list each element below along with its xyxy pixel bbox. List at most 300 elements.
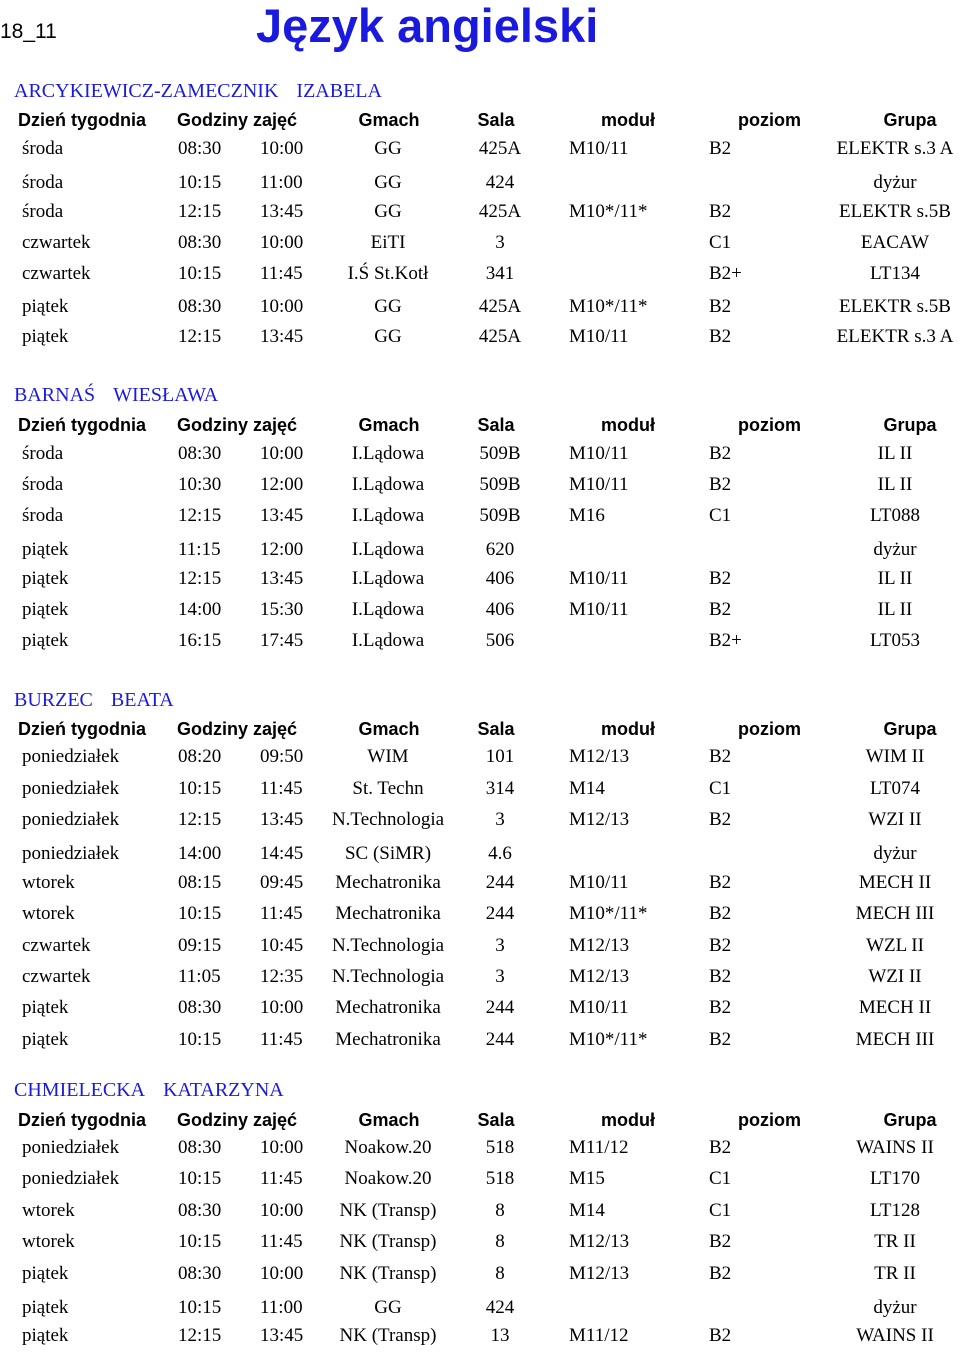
cell-group: WAINS II bbox=[856, 1137, 934, 1158]
cell-building: Mechatronika bbox=[335, 1029, 441, 1050]
cell-room: 244 bbox=[485, 903, 515, 924]
table-row bbox=[0, 443, 960, 473]
teacher-surname: ARCYKIEWICZ-ZAMECZNIK bbox=[14, 80, 279, 102]
cell-building: Noakow.20 bbox=[344, 1137, 432, 1158]
cell-start-time: 08:30 bbox=[178, 296, 222, 317]
cell-day: piątek bbox=[22, 1029, 69, 1050]
cell-level: B2+ bbox=[709, 263, 742, 284]
teacher-first-name: WIESŁAWA bbox=[113, 384, 219, 406]
cell-level: B2 bbox=[709, 1325, 732, 1346]
table-row bbox=[0, 263, 960, 293]
cell-building: St. Techn bbox=[352, 778, 424, 799]
cell-module: M10/11 bbox=[569, 997, 629, 1018]
teacher-surname: CHMIELECKA bbox=[14, 1079, 146, 1101]
cell-group: IL II bbox=[877, 443, 913, 464]
table-header bbox=[0, 110, 960, 140]
cell-level: B2 bbox=[709, 599, 732, 620]
cell-start-time: 12:15 bbox=[178, 201, 222, 222]
table-row bbox=[0, 599, 960, 629]
cell-room: 3 bbox=[495, 809, 505, 830]
cell-start-time: 08:30 bbox=[178, 1137, 222, 1158]
cell-room: 3 bbox=[495, 935, 505, 956]
cell-room: 244 bbox=[485, 1029, 515, 1050]
cell-day: wtorek bbox=[22, 903, 75, 924]
cell-day: środa bbox=[22, 201, 64, 222]
cell-module: M12/13 bbox=[569, 1263, 630, 1284]
cell-group: MECH III bbox=[855, 1029, 935, 1050]
cell-end-time: 10:00 bbox=[260, 443, 304, 464]
cell-day: poniedziałek bbox=[22, 843, 120, 864]
cell-end-time: 13:45 bbox=[260, 568, 304, 589]
cell-building: GG bbox=[374, 1297, 402, 1318]
table-row bbox=[0, 935, 960, 965]
cell-room: 406 bbox=[485, 599, 515, 620]
column-header-building: Gmach bbox=[358, 110, 420, 130]
table-row bbox=[0, 966, 960, 996]
cell-module: M14 bbox=[569, 1200, 605, 1221]
cell-room: 3 bbox=[495, 232, 505, 253]
cell-day: poniedziałek bbox=[22, 1137, 120, 1158]
cell-room: 424 bbox=[485, 1297, 515, 1318]
column-header-module: moduł bbox=[601, 415, 655, 435]
cell-level: B2 bbox=[709, 809, 732, 830]
cell-room: 509B bbox=[479, 474, 521, 495]
table-row bbox=[0, 872, 960, 902]
cell-module: M10/11 bbox=[569, 872, 629, 893]
cell-room: 509B bbox=[479, 505, 521, 526]
cell-module: M12/13 bbox=[569, 935, 630, 956]
table-row bbox=[0, 809, 960, 839]
table-row bbox=[0, 505, 960, 535]
table-row bbox=[0, 568, 960, 598]
cell-building: GG bbox=[374, 172, 402, 193]
cell-end-time: 10:00 bbox=[260, 296, 304, 317]
cell-day: poniedziałek bbox=[22, 746, 120, 767]
column-header-group: Grupa bbox=[883, 415, 937, 435]
column-header-hours: Godziny zajęć bbox=[177, 1110, 298, 1130]
column-header-group: Grupa bbox=[883, 110, 937, 130]
cell-start-time: 08:30 bbox=[178, 997, 222, 1018]
table-row bbox=[0, 326, 960, 356]
cell-group: IL II bbox=[877, 568, 913, 589]
cell-room: 314 bbox=[485, 778, 515, 799]
cell-day: środa bbox=[22, 505, 64, 526]
cell-start-time: 08:20 bbox=[178, 746, 222, 767]
cell-end-time: 17:45 bbox=[260, 630, 304, 651]
table-row bbox=[0, 1325, 960, 1355]
cell-end-time: 13:45 bbox=[260, 505, 304, 526]
column-header-module: moduł bbox=[601, 110, 655, 130]
cell-level: B2 bbox=[709, 474, 732, 495]
cell-group: dyżur bbox=[873, 843, 917, 864]
cell-end-time: 11:45 bbox=[260, 903, 303, 924]
cell-group: MECH II bbox=[858, 997, 932, 1018]
cell-level: B2 bbox=[709, 326, 732, 347]
table-row bbox=[0, 630, 960, 660]
cell-room: 8 bbox=[495, 1200, 505, 1221]
teacher-first-name: BEATA bbox=[110, 689, 174, 711]
cell-level: B2 bbox=[709, 746, 732, 767]
column-header-group: Grupa bbox=[883, 719, 937, 739]
teacher-name bbox=[14, 384, 218, 407]
table-row bbox=[0, 1029, 960, 1059]
cell-module: M10/11 bbox=[569, 568, 629, 589]
cell-group: ELEKTR s.3 A bbox=[836, 138, 954, 159]
cell-end-time: 12:35 bbox=[260, 966, 304, 987]
cell-day: piątek bbox=[22, 630, 69, 651]
cell-building: SC (SiMR) bbox=[344, 843, 432, 864]
table-row bbox=[0, 746, 960, 776]
cell-building: Mechatronika bbox=[335, 903, 441, 924]
column-header-building: Gmach bbox=[358, 1110, 420, 1130]
cell-room: 425A bbox=[478, 138, 522, 159]
cell-end-time: 13:45 bbox=[260, 201, 304, 222]
table-header bbox=[0, 1110, 960, 1140]
cell-start-time: 12:15 bbox=[178, 326, 222, 347]
cell-group: LT074 bbox=[870, 778, 920, 799]
cell-day: piątek bbox=[22, 539, 69, 560]
cell-start-time: 12:15 bbox=[178, 505, 222, 526]
cell-day: piątek bbox=[22, 1297, 69, 1318]
cell-module: M12/13 bbox=[569, 1231, 630, 1252]
cell-day: poniedziałek bbox=[22, 1168, 120, 1189]
cell-level: B2 bbox=[709, 201, 732, 222]
cell-group: MECH III bbox=[855, 903, 935, 924]
column-header-day: Dzień tygodnia bbox=[18, 110, 147, 130]
cell-day: poniedziałek bbox=[22, 778, 120, 799]
cell-room: 8 bbox=[495, 1231, 505, 1252]
teacher-first-name: IZABELA bbox=[296, 80, 382, 102]
cell-module: M10/11 bbox=[569, 326, 629, 347]
cell-start-time: 10:15 bbox=[178, 903, 222, 924]
column-header-group: Grupa bbox=[883, 1110, 937, 1130]
cell-group: TR II bbox=[874, 1231, 916, 1252]
cell-day: piątek bbox=[22, 599, 69, 620]
page-header bbox=[0, 0, 960, 60]
column-header-module: moduł bbox=[601, 719, 655, 739]
cell-end-time: 13:45 bbox=[260, 809, 304, 830]
table-row bbox=[0, 172, 960, 202]
cell-level: B2 bbox=[709, 966, 732, 987]
cell-room: 244 bbox=[485, 997, 515, 1018]
cell-start-time: 14:00 bbox=[178, 843, 222, 864]
cell-day: środa bbox=[22, 172, 64, 193]
table-row bbox=[0, 997, 960, 1027]
cell-room: 506 bbox=[485, 630, 515, 651]
page-title: Język angielski bbox=[256, 0, 599, 52]
cell-start-time: 08:30 bbox=[178, 232, 222, 253]
cell-level: B2 bbox=[709, 872, 732, 893]
column-header-room: Sala bbox=[477, 415, 515, 435]
cell-level: C1 bbox=[709, 232, 732, 253]
cell-level: C1 bbox=[709, 1168, 732, 1189]
cell-room: 425A bbox=[478, 201, 522, 222]
cell-module: M10*/11* bbox=[569, 201, 648, 222]
cell-start-time: 12:15 bbox=[178, 568, 222, 589]
cell-building: N.Technologia bbox=[331, 935, 445, 956]
cell-group: LT088 bbox=[870, 505, 920, 526]
cell-building: I.Ś St.Kotł bbox=[347, 263, 429, 284]
cell-end-time: 10:00 bbox=[260, 1263, 304, 1284]
column-header-module: moduł bbox=[601, 1110, 655, 1130]
cell-end-time: 10:00 bbox=[260, 232, 304, 253]
cell-end-time: 10:00 bbox=[260, 1200, 304, 1221]
cell-group: ELEKTR s.3 A bbox=[836, 326, 954, 347]
table-header bbox=[0, 415, 960, 445]
cell-group: WZL II bbox=[866, 935, 924, 956]
cell-start-time: 16:15 bbox=[178, 630, 222, 651]
cell-level: B2 bbox=[709, 296, 732, 317]
column-header-level: poziom bbox=[738, 719, 801, 739]
cell-day: piątek bbox=[22, 568, 69, 589]
cell-group: IL II bbox=[877, 474, 913, 495]
cell-level: B2 bbox=[709, 1263, 732, 1284]
cell-day: środa bbox=[22, 474, 64, 495]
cell-room: 620 bbox=[485, 539, 515, 560]
cell-building: N.Technologia bbox=[331, 966, 445, 987]
cell-building: I.Lądowa bbox=[351, 539, 425, 560]
cell-day: wtorek bbox=[22, 1231, 75, 1252]
cell-day: wtorek bbox=[22, 872, 75, 893]
cell-group: TR II bbox=[874, 1263, 916, 1284]
cell-end-time: 12:00 bbox=[260, 474, 304, 495]
cell-building: Mechatronika bbox=[335, 872, 441, 893]
cell-day: poniedziałek bbox=[22, 809, 120, 830]
column-header-room: Sala bbox=[477, 110, 515, 130]
cell-start-time: 10:15 bbox=[178, 1297, 222, 1318]
cell-day: piątek bbox=[22, 997, 69, 1018]
cell-end-time: 10:00 bbox=[260, 1137, 304, 1158]
cell-module: M12/13 bbox=[569, 809, 630, 830]
cell-level: B2 bbox=[709, 1231, 732, 1252]
cell-module: M11/12 bbox=[569, 1325, 629, 1346]
cell-group: WAINS II bbox=[856, 1325, 934, 1346]
cell-start-time: 08:30 bbox=[178, 1200, 222, 1221]
cell-day: czwartek bbox=[22, 935, 91, 956]
cell-end-time: 10:45 bbox=[260, 935, 304, 956]
cell-module: M10*/11* bbox=[569, 296, 648, 317]
column-header-hours: Godziny zajęć bbox=[177, 719, 298, 739]
cell-day: piątek bbox=[22, 296, 69, 317]
cell-group: WIM II bbox=[865, 746, 925, 767]
cell-end-time: 12:00 bbox=[260, 539, 304, 560]
cell-end-time: 11:45 bbox=[260, 263, 303, 284]
cell-level: C1 bbox=[709, 1200, 732, 1221]
cell-room: 8 bbox=[495, 1263, 505, 1284]
cell-level: B2 bbox=[709, 1029, 732, 1050]
cell-building: NK (Transp) bbox=[339, 1325, 437, 1346]
cell-start-time: 10:15 bbox=[178, 172, 222, 193]
cell-building: N.Technologia bbox=[331, 809, 445, 830]
cell-start-time: 08:30 bbox=[178, 443, 222, 464]
cell-building: GG bbox=[374, 326, 402, 347]
cell-group: LT053 bbox=[870, 630, 920, 651]
cell-building: NK (Transp) bbox=[339, 1263, 437, 1284]
cell-end-time: 13:45 bbox=[260, 326, 304, 347]
cell-room: 518 bbox=[485, 1137, 515, 1158]
cell-building: GG bbox=[374, 296, 402, 317]
teacher-name bbox=[14, 689, 174, 712]
cell-group: MECH II bbox=[858, 872, 932, 893]
cell-level: B2 bbox=[709, 1137, 732, 1158]
cell-group: ELEKTR s.5B bbox=[839, 296, 951, 317]
cell-group: IL II bbox=[877, 599, 913, 620]
column-header-day: Dzień tygodnia bbox=[18, 415, 147, 435]
cell-group: WZI II bbox=[868, 966, 922, 987]
cell-day: piątek bbox=[22, 326, 69, 347]
table-row bbox=[0, 201, 960, 231]
cell-building: NK (Transp) bbox=[339, 1231, 437, 1252]
cell-day: piątek bbox=[22, 1263, 69, 1284]
cell-end-time: 14:45 bbox=[260, 843, 304, 864]
cell-building: I.Lądowa bbox=[351, 599, 425, 620]
table-row bbox=[0, 1168, 960, 1198]
cell-start-time: 11:15 bbox=[178, 539, 221, 560]
table-row bbox=[0, 474, 960, 504]
table-row bbox=[0, 903, 960, 933]
table-row bbox=[0, 296, 960, 326]
cell-module: M10/11 bbox=[569, 474, 629, 495]
cell-end-time: 10:00 bbox=[260, 138, 304, 159]
cell-level: B2 bbox=[709, 568, 732, 589]
cell-day: środa bbox=[22, 443, 64, 464]
cell-building: Noakow.20 bbox=[344, 1168, 432, 1189]
cell-start-time: 10:30 bbox=[178, 474, 222, 495]
cell-end-time: 11:45 bbox=[260, 1168, 303, 1189]
cell-day: czwartek bbox=[22, 232, 91, 253]
cell-module: M16 bbox=[569, 505, 605, 526]
column-header-level: poziom bbox=[738, 110, 801, 130]
cell-room: 101 bbox=[485, 746, 515, 767]
cell-start-time: 09:15 bbox=[178, 935, 222, 956]
teacher-surname: BURZEC bbox=[14, 689, 93, 711]
cell-building: NK (Transp) bbox=[339, 1200, 437, 1221]
table-row bbox=[0, 1263, 960, 1293]
cell-day: czwartek bbox=[22, 966, 91, 987]
cell-room: 406 bbox=[485, 568, 515, 589]
table-row bbox=[0, 1231, 960, 1261]
cell-group: dyżur bbox=[873, 172, 917, 193]
cell-level: B2 bbox=[709, 935, 732, 956]
cell-end-time: 09:50 bbox=[260, 746, 304, 767]
cell-level: C1 bbox=[709, 505, 732, 526]
cell-level: B2+ bbox=[709, 630, 742, 651]
cell-building: I.Lądowa bbox=[351, 443, 425, 464]
column-header-day: Dzień tygodnia bbox=[18, 1110, 147, 1130]
cell-group: LT134 bbox=[870, 263, 920, 284]
cell-module: M10*/11* bbox=[569, 1029, 648, 1050]
cell-level: B2 bbox=[709, 903, 732, 924]
cell-room: 341 bbox=[485, 263, 515, 284]
table-row bbox=[0, 539, 960, 569]
column-header-level: poziom bbox=[738, 1110, 801, 1130]
cell-start-time: 10:15 bbox=[178, 778, 222, 799]
cell-group: WZI II bbox=[868, 809, 922, 830]
cell-day: środa bbox=[22, 138, 64, 159]
cell-building: GG bbox=[374, 138, 402, 159]
cell-start-time: 10:15 bbox=[178, 1231, 222, 1252]
cell-start-time: 08:30 bbox=[178, 138, 222, 159]
cell-end-time: 11:00 bbox=[260, 172, 303, 193]
cell-module: M10/11 bbox=[569, 599, 629, 620]
column-header-building: Gmach bbox=[358, 719, 420, 739]
teacher-name bbox=[14, 80, 382, 103]
cell-start-time: 10:15 bbox=[178, 263, 222, 284]
table-row bbox=[0, 1200, 960, 1230]
table-header bbox=[0, 719, 960, 749]
column-header-level: poziom bbox=[738, 415, 801, 435]
cell-end-time: 15:30 bbox=[260, 599, 304, 620]
cell-start-time: 10:15 bbox=[178, 1029, 222, 1050]
table-row bbox=[0, 138, 960, 168]
teacher-first-name: KATARZYNA bbox=[163, 1079, 284, 1101]
cell-end-time: 10:00 bbox=[260, 997, 304, 1018]
column-header-room: Sala bbox=[477, 719, 515, 739]
cell-module: M10/11 bbox=[569, 443, 629, 464]
cell-building: I.Lądowa bbox=[351, 505, 425, 526]
cell-building: WIM bbox=[367, 746, 409, 767]
table-row bbox=[0, 1297, 960, 1327]
cell-level: C1 bbox=[709, 778, 732, 799]
cell-module: M12/13 bbox=[569, 966, 630, 987]
cell-building: I.Lądowa bbox=[351, 474, 425, 495]
cell-day: czwartek bbox=[22, 263, 91, 284]
cell-start-time: 11:05 bbox=[178, 966, 221, 987]
cell-building: I.Lądowa bbox=[351, 568, 425, 589]
cell-start-time: 08:15 bbox=[178, 872, 222, 893]
column-header-hours: Godziny zajęć bbox=[177, 415, 298, 435]
cell-room: 518 bbox=[485, 1168, 515, 1189]
cell-module: M15 bbox=[569, 1168, 605, 1189]
cell-group: ELEKTR s.5B bbox=[839, 201, 951, 222]
cell-module: M10/11 bbox=[569, 138, 629, 159]
cell-room: 509B bbox=[479, 443, 521, 464]
table-row bbox=[0, 843, 960, 873]
cell-end-time: 11:45 bbox=[260, 1029, 303, 1050]
cell-room: 425A bbox=[478, 296, 522, 317]
cell-start-time: 12:15 bbox=[178, 809, 222, 830]
cell-group: dyżur bbox=[873, 1297, 917, 1318]
cell-end-time: 11:00 bbox=[260, 1297, 303, 1318]
cell-level: B2 bbox=[709, 997, 732, 1018]
cell-start-time: 14:00 bbox=[178, 599, 222, 620]
cell-start-time: 08:30 bbox=[178, 1263, 222, 1284]
cell-group: dyżur bbox=[873, 539, 917, 560]
table-row bbox=[0, 232, 960, 262]
cell-module: M11/12 bbox=[569, 1137, 629, 1158]
column-header-building: Gmach bbox=[358, 415, 420, 435]
table-row bbox=[0, 1137, 960, 1167]
teacher-surname: BARNAŚ bbox=[14, 384, 96, 406]
cell-building: I.Lądowa bbox=[351, 630, 425, 651]
cell-building: EiTI bbox=[370, 232, 406, 253]
column-header-hours: Godziny zajęć bbox=[177, 110, 298, 130]
cell-level: B2 bbox=[709, 138, 732, 159]
cell-room: 13 bbox=[490, 1325, 510, 1346]
cell-room: 4.6 bbox=[488, 843, 512, 864]
cell-end-time: 13:45 bbox=[260, 1325, 304, 1346]
cell-day: piątek bbox=[22, 1325, 69, 1346]
cell-end-time: 11:45 bbox=[260, 1231, 303, 1252]
cell-building: Mechatronika bbox=[335, 997, 441, 1018]
cell-room: 244 bbox=[485, 872, 515, 893]
column-header-day: Dzień tygodnia bbox=[18, 719, 147, 739]
cell-room: 3 bbox=[495, 966, 505, 987]
teacher-name bbox=[14, 1079, 284, 1102]
cell-module: M14 bbox=[569, 778, 605, 799]
cell-room: 424 bbox=[485, 172, 515, 193]
cell-module: M10*/11* bbox=[569, 903, 648, 924]
